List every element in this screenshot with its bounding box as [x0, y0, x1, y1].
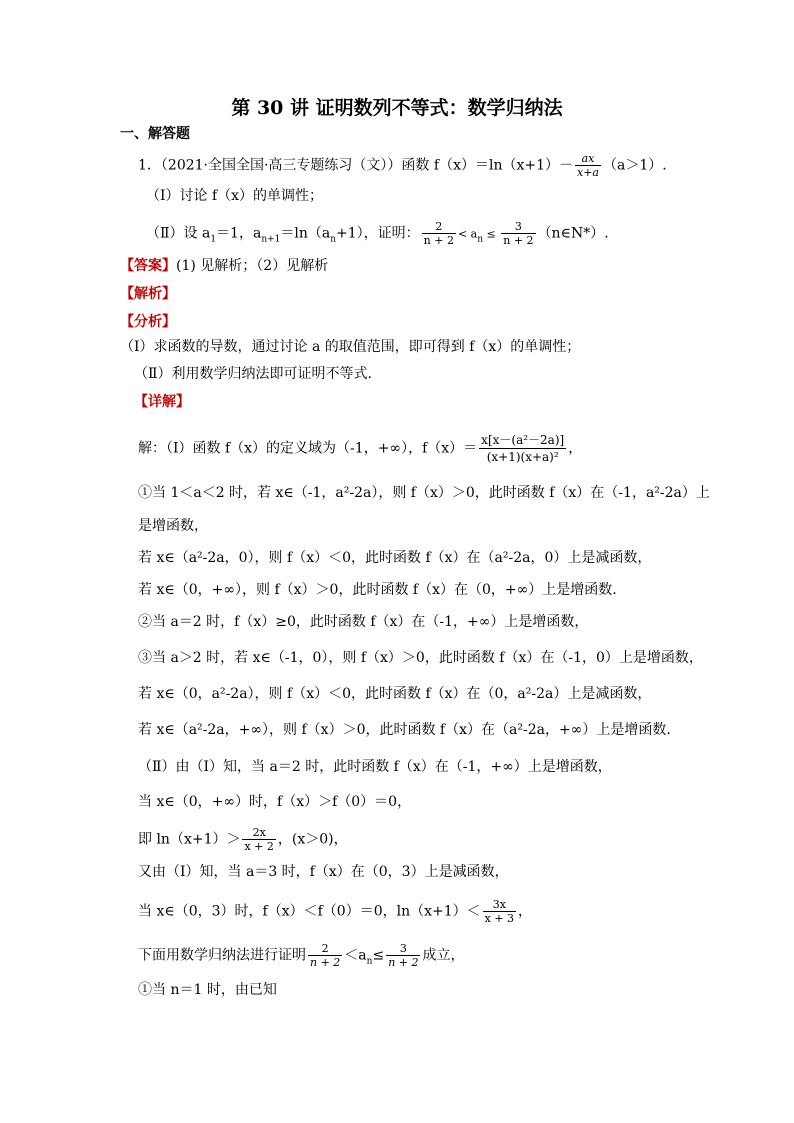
- answer-line: [120, 256, 328, 276]
- fraction-denominator: n + 2: [388, 956, 419, 969]
- fraction-denominator: x + 2: [244, 840, 274, 853]
- proof-line-4: 又由（Ⅰ）知，当 a＝3 时，f（x）在（0，3）上是减函数，: [138, 864, 509, 880]
- part2-text-b: ＝1，a: [216, 225, 262, 242]
- fraction-numerator: 2x: [242, 826, 275, 840]
- solution-line-1: [138, 432, 582, 465]
- part2-fraction-1: [422, 220, 456, 247]
- fraction-denominator: n + 2: [310, 956, 341, 969]
- proof-text-a: 即 ln（x+1）＞: [138, 831, 241, 848]
- problem-stem-text-a: 1．（2021·全国全国·高三专题练习（文））函数 f（x）＝ln（x+1）－: [138, 157, 573, 174]
- problem-stem-text-b: （a＞1）.: [602, 157, 667, 174]
- induction-le: ≤: [372, 947, 385, 964]
- fraction-denominator: (x+1)(x+a)²: [486, 450, 559, 464]
- part2-mid: < a: [457, 227, 478, 241]
- fraction-denominator: n + 2: [503, 234, 534, 247]
- analysis-label: 【解析】: [120, 286, 176, 302]
- part2-mid-sub: n: [477, 234, 484, 245]
- fraction-numerator: 2: [308, 942, 342, 956]
- proof-line-3: [138, 826, 348, 853]
- fraction-denominator: x + 3: [484, 912, 515, 925]
- section-heading: 一、解答题: [120, 126, 190, 142]
- part2-le: ≤: [483, 227, 500, 241]
- fraction-numerator: 3x: [483, 898, 516, 912]
- proof-text-a: 下面用数学归纳法进行证明: [138, 947, 306, 964]
- proof-fraction-2: [483, 898, 516, 925]
- induction-sub: n: [366, 956, 373, 967]
- proof-line-2: 当 x∈（0，+∞）时，f（x）＞f（0）＝0，: [138, 794, 412, 810]
- derivative-fraction: [479, 432, 566, 465]
- problem-fraction: [575, 152, 601, 179]
- part2-text-d: +1），证明：: [336, 225, 420, 242]
- problem-part-2: [146, 220, 609, 249]
- fraction-numerator: ax: [575, 152, 601, 166]
- part2-sub-c: n: [330, 234, 337, 245]
- proof-line-7: ①当 n＝1 时，由已知: [138, 982, 277, 998]
- proof-fraction-1: [242, 826, 275, 853]
- induction-fraction-1: [308, 942, 342, 969]
- fraction-denominator: x+a: [577, 166, 599, 179]
- fenxi-label: 【分析】: [120, 314, 176, 330]
- part2-text-a: （Ⅱ）设 a: [146, 225, 211, 242]
- detail-label: 【详解】: [134, 394, 190, 410]
- proof-text-a: 当 x∈（0，3）时，f（x）＜f（0）＝0，ln（x+1）＜: [138, 903, 481, 920]
- solution-text-a: 解：（Ⅰ）函数 f（x）的定义域为（-1，+∞），f（x）＝: [138, 440, 478, 457]
- part2-fraction-2: [501, 220, 535, 247]
- answer-text: (1) 见解析；（2）见解析: [176, 258, 329, 274]
- case-2-line: ②当 a＝2 时，f（x）≥0，此时函数 f（x）在（-1，+∞）上是增函数，: [138, 614, 589, 630]
- part2-sub-b: n+1: [261, 234, 281, 245]
- induction-fraction-2: [386, 942, 420, 969]
- proof-text-b: 成立，: [422, 947, 465, 964]
- fenxi-line-2: （Ⅱ）利用数学归纳法即可证明不等式.: [134, 366, 372, 382]
- problem-stem: [138, 152, 667, 179]
- fraction-numerator: x[x－(a²－2a)]: [481, 433, 565, 447]
- case-3-line: ③当 a＞2 时，若 x∈（-1，0），则 f（x）＞0，此时函数 f（x）在（-1，0）上是增函数，: [138, 650, 703, 666]
- problem-part-1: （Ⅰ）讨论 f（x）的单调性；: [146, 188, 324, 204]
- fraction-numerator: 2: [422, 220, 456, 234]
- proof-line-5: [138, 898, 532, 925]
- induction-mid: ＜a: [344, 947, 367, 964]
- fraction-denominator: n + 2: [423, 234, 454, 247]
- page-title: 第 30 讲 证明数列不等式：数学归纳法: [231, 97, 563, 119]
- case-3-line-2: 若 x∈（0，a²-2a），则 f（x）＜0，此时函数 f（x）在（0，a²-2a）上是减函数，: [138, 686, 652, 702]
- fraction-numerator: 3: [386, 942, 420, 956]
- proof-line-6: [138, 942, 464, 971]
- case-3-line-3: 若 x∈（a²-2a，+∞），则 f（x）＞0，此时函数 f（x）在（a²-2a，+∞）上是增函数.: [138, 722, 671, 738]
- fenxi-line-1: （Ⅰ）求函数的导数，通过讨论 a 的取值范围，即可得到 f（x）的单调性；: [120, 339, 581, 355]
- proof-text-b: ，: [518, 903, 533, 920]
- case-1-line-cont: 是增函数，: [138, 518, 208, 534]
- proof-text-b: ，(x＞0)，: [277, 831, 348, 848]
- part2-text-c: ＝ln（a: [280, 225, 331, 242]
- proof-line-1: （Ⅱ）由（Ⅰ）知，当 a＝2 时，此时函数 f（x）在（-1，+∞）上是增函数，: [138, 759, 612, 775]
- answer-label: 【答案】: [120, 258, 176, 274]
- case-1-line-3: 若 x∈（0，+∞），则 f（x）＞0，此时函数 f（x）在（0，+∞）上是增函数.: [138, 582, 617, 598]
- solution-text-b: ，: [568, 440, 583, 457]
- part2-text-e: （n∈N*）.: [537, 225, 609, 242]
- part2-sub-a: 1: [210, 234, 217, 245]
- case-1-line-2: 若 x∈（a²-2a，0），则 f（x）＜0，此时函数 f（x）在（a²-2a，0）上是减函数，: [138, 550, 652, 566]
- case-1-line: ①当 1＜a＜2 时，若 x∈（-1，a²-2a），则 f（x）＞0，此时函数 f（x）在（-1，a²-2a）上: [138, 485, 710, 501]
- fraction-numerator: 3: [501, 220, 535, 234]
